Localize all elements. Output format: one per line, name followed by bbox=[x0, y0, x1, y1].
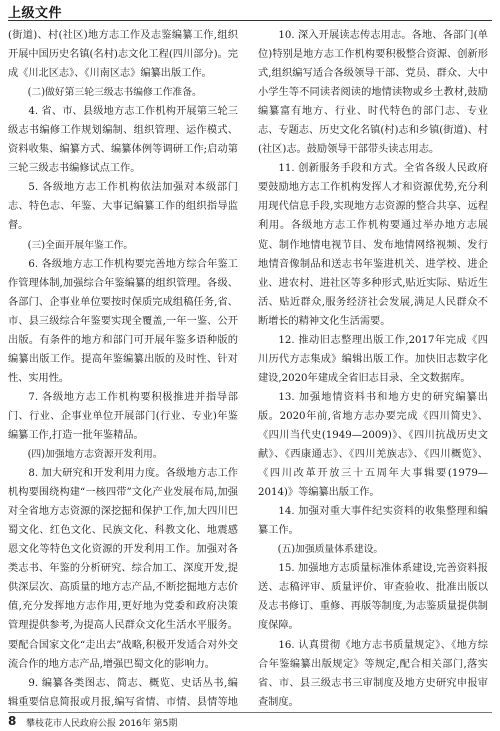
paragraph: 13. 加强地情资料书和地方史的研究编纂出版。2020年前,省地方志办要完成《四川简史》、《四川当代史(1949—2009)》、《四川抗战历史文献》、《西康通志》、《四川羌族志》、《四川概览》、《四川改革开放三十五周年大事辑要(1979—2014)》等编纂出版工作。 bbox=[258, 391, 488, 499]
paragraph: 6. 各级地方志工作机构要完善地方综合年鉴工作管理体制,加强综合年鉴编纂的组织管理。各级、各部门、企事业单位要按时保质完成组稿任务,省、市、县三级综合年鉴要实现全覆盖,一年一鉴、公开出版。有条件的地方和部门可开展年鉴多语种版的编纂出版工作。提高年鉴编纂出版的及时性、针对性、实用性。 bbox=[8, 258, 238, 384]
paragraph: 11. 创新服务手段和方式。全省各级人民政府要鼓励地方志工作机构发挥人才和资源优势,充分利用现代信息手段,实现地方志资源的整合共享、远程利用。各级地方志工作机构要通过举办地方志展览、制作地情电视节目、发布地情网络视频、发行地情音像制品和送志书年鉴进机关、进学校、进企业、进农村、进社区等多种形式,贴近实际、贴近生活、贴近群众,服务经济社会发展,满足人民群众不断增长的精神文化生活需要。 bbox=[258, 163, 488, 327]
paragraph: 15. 加强地方志质量标准体系建设,完善资料报送、志稿评审、质量评价、审查验收、批准出版以及志书修订、重修、再版等制度,为志鉴质量提供制度保障。 bbox=[258, 563, 488, 632]
paragraph: (街道)、村(社区)地方志工作及志鉴编纂工作,组织开展中国历史名镇(名村)志文化工程(四川部分)。完成《川北区志》、《川南区志》编纂出版工作。 bbox=[8, 30, 238, 80]
paragraph: 10. 深入开展读志传志用志。各地、各部门(单位)特别是地方志工作机构要积极整合资源、创新形式,组织编写适合各级领导干部、党员、群众、大中小学生等不同读者阅读的地情读物或乡土教材,鼓励编纂富有地方、行业、时代特色的部门志、专业志、专题志、历史文化名镇(村)志和乡镇(街道)、村(社区)志。鼓励领导干部带头读志用志。 bbox=[258, 30, 488, 156]
section-title: 上级文件 bbox=[8, 6, 63, 21]
footer-divider bbox=[8, 712, 492, 713]
subheading: (四)加强地方志资源开发利用。 bbox=[27, 449, 163, 461]
paragraph: 14. 加强对重大事件纪实资料的收集整理和编纂工作。 bbox=[258, 506, 488, 537]
header-divider bbox=[8, 20, 492, 21]
page-header bbox=[8, 0, 492, 22]
left-column bbox=[8, 26, 238, 711]
paragraph: 7. 各级地方志工作机构要积极推进并指导部门、行业、企事业单位开展部门(行业、专业)年鉴编纂工作,打造一批年鉴精品。 bbox=[8, 391, 238, 441]
paragraph: 9. 编纂各类图志、简志、概览、史话丛书,编辑重要信息简报或月报,编写省情、市情、县情等地 bbox=[8, 677, 238, 708]
paragraph: 4. 省、市、县级地方志工作机构开展第三轮三级志书编修工作规划编制、组织管理、运作模式、资料收集、编纂方式、编纂体例等调研工作;启动第三轮三级志书编修试点工作。 bbox=[8, 106, 238, 175]
subheading: (二)做好第三轮三级志书编修工作准备。 bbox=[27, 87, 202, 99]
page-number: 8 bbox=[8, 714, 17, 728]
paragraph: 12. 推动旧志整理出版工作,2017年完成《四川历代方志集成》编辑出版工作。加快旧志数字化建设,2020年建成全省旧志目录、全文数据库。 bbox=[258, 334, 488, 384]
paragraph: 8. 加大研究和开发利用力度。各级地方志工作机构要围绕构建“一核四带”文化产业发展布局,加强对全省地方志资源的深挖掘和保护工作,加大四川巴蜀文化、红色文化、民族文化、科教文化、地震感恩文化等特色文化资源的开发利用工作。加强对各类志书、年鉴的分析研究、综合加工、深度开发,提供深层次、高质量的地方志产品,不断挖掘地方志价值,充分发挥地方志作用,更好地为党委和政府决策管理提供参考,为提高人民群众文化生活水平服务。要配合国家文化“走出去”战略,积极开发适合对外交流合作的地方志产品,增强巴蜀文化的影响力。 bbox=[8, 468, 238, 670]
journal-info: 攀枝花市人民政府公报 2016年 第5期 bbox=[26, 719, 178, 729]
right-column bbox=[258, 26, 488, 711]
paragraph: 16. 认真贯彻《地方志书质量规定》、《地方综合年鉴编纂出版规定》等规定,配合相关部门,落实省、市、县三级志书三审制度及地方史研究申报审查制度。 bbox=[258, 639, 488, 708]
paragraph: 5. 各级地方志工作机构依法加强对本级部门志、特色志、年鉴、大事记编纂工作的组织指导监督。 bbox=[8, 182, 238, 232]
subheading: (五)加强质量体系建设。 bbox=[277, 544, 384, 556]
page-footer bbox=[8, 713, 492, 729]
subheading: (三)全面开展年鉴工作。 bbox=[27, 239, 134, 251]
